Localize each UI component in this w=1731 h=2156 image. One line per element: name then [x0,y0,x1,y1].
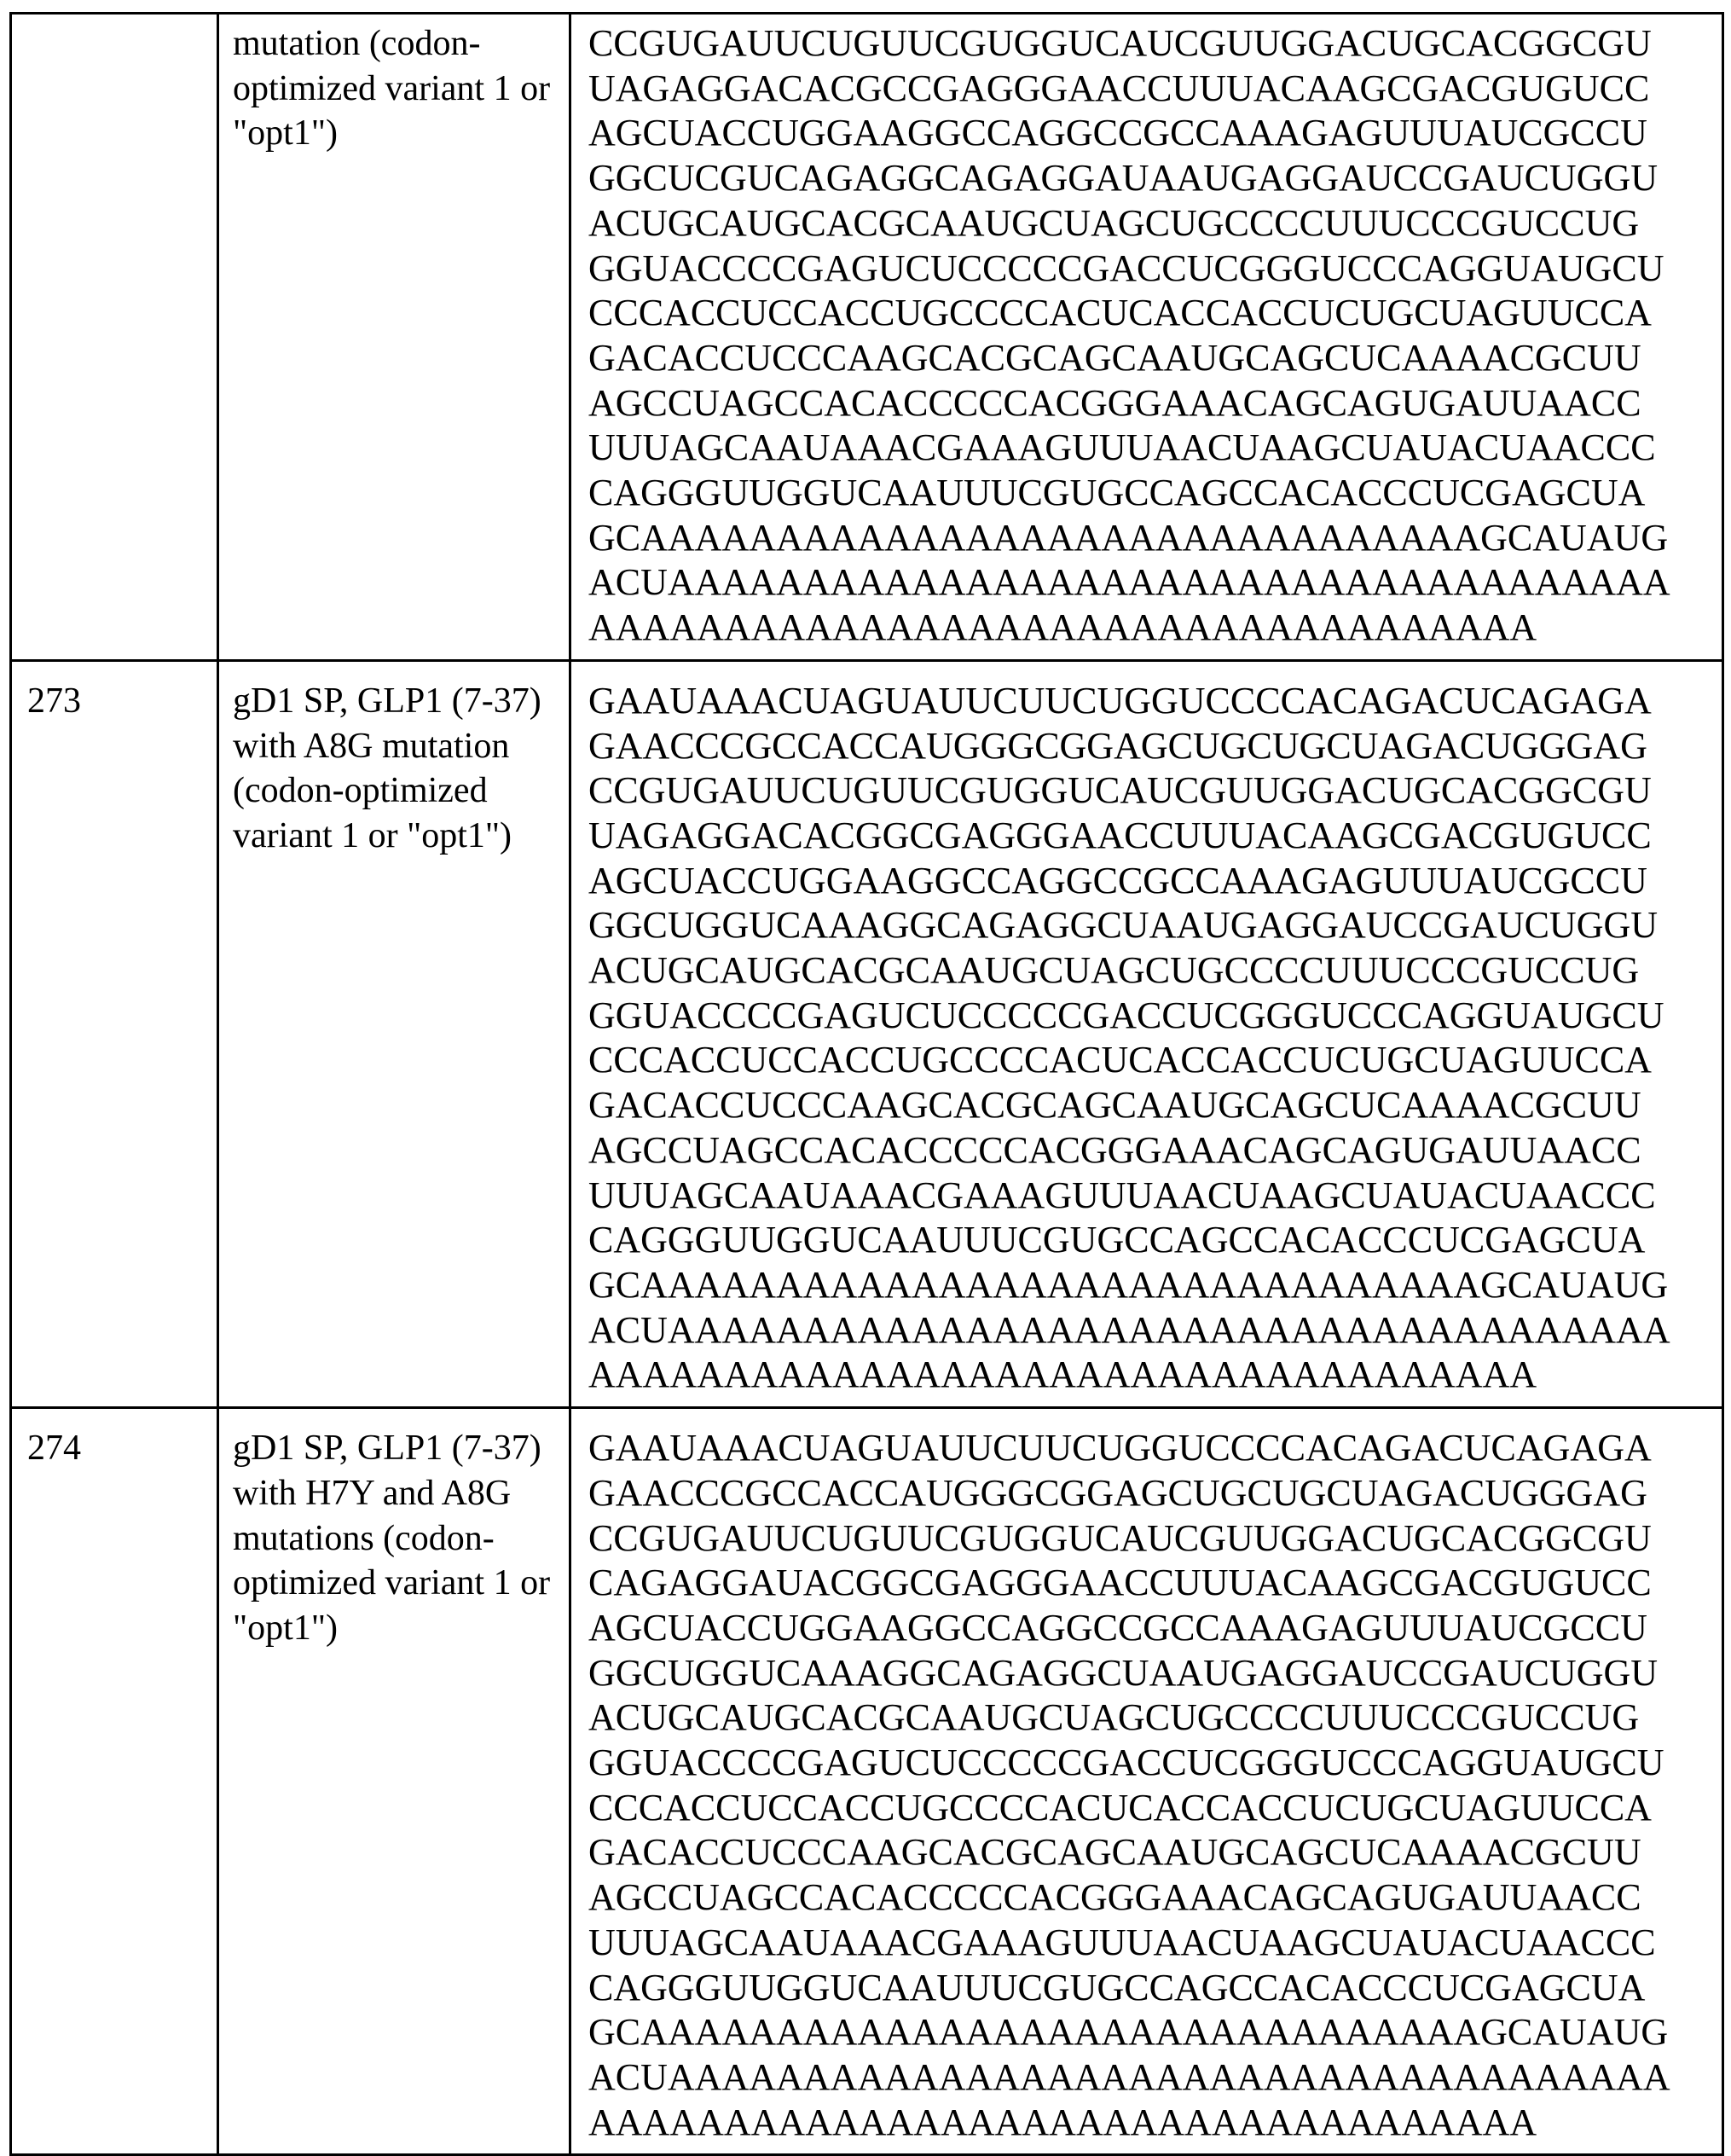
sequence-line: ACUGCAUGCACGCAAUGCUAGCUGCCCCUUUCCCGUCCUG [588,1695,1722,1741]
description-cell [218,14,570,661]
sequence [571,1409,1722,2153]
sequence-line: UUUAGCAAUAAACGAAAGUUUAACUAAGCUAUACUAACCC [588,1174,1722,1219]
sequence-line: UAGAGGACACGCCGAGGGAACCUUUACAAGCGACGUGUCC [588,67,1722,112]
sequence-line: GACACCUCCCAAGCACGCAGCAAUGCAGCUCAAAACGCUU [588,1083,1722,1128]
sequence-line: CAGAGGAUACGGCGAGGGAACCUUUACAAGCGACGUGUCC [588,1561,1722,1606]
sequence-line: CCGUGAUUCUGUUCGUGGUCAUCGUUGGACUGCACGGCGU [588,21,1722,67]
sequence-line: AGCCUAGCCACACCCCCACGGGAAACAGCAGUGAUUAACC [588,1128,1722,1174]
sequence-line: ACUAAAAAAAAAAAAAAAAAAAAAAAAAAAAAAAAAAAAA [588,560,1722,606]
description: gD1 SP, GLP1 (7-37) with A8G mutation (codon-optimized variant 1 or "opt1") [219,662,569,859]
sequence-line: GAACCCGCCACCAUGGGCGGAGCUGCUGCUAGACUGGGAG [588,724,1722,769]
sequence-line: AGCCUAGCCACACCCCCACGGGAAACAGCAGUGAUUAACC [588,1875,1722,1921]
sequence-line: AGCUACCUGGAAGGCCAGGCCGCCAAAGAGUUUAUCGCCU [588,111,1722,156]
sequence-table [9,12,1724,2156]
sequence-line: GGCUCGUCAGAGGCAGAGGAUAAUGAGGAUCCGAUCUGGU [588,156,1722,201]
table-row [11,14,1723,661]
sequence-cell [570,660,1723,1407]
sequence-line: UAGAGGACACGGCGAGGGAACCUUUACAAGCGACGUGUCC [588,814,1722,859]
sequence [571,14,1722,659]
sequence-line: GAAUAAACUAGUAUUCUUCUGGUCCCCACAGACUCAGAGA [588,1426,1722,1471]
sequence-line: ACUGCAUGCACGCAAUGCUAGCUGCCCCUUUCCCGUCCUG [588,948,1722,994]
sequence-line: GGUACCCCGAGUCUCCCCCGACCUCGGGUCCCAGGUAUGCU [588,994,1722,1039]
table-row [11,1408,1723,2155]
seq-id-cell [11,660,218,1407]
sequence-line: UUUAGCAAUAAACGAAAGUUUAACUAAGCUAUACUAACCC [588,1921,1722,1966]
sequence-cell [570,14,1723,661]
sequence-line: AGCUACCUGGAAGGCCAGGCCGCCAAAGAGUUUAUCGCCU [588,859,1722,904]
sequence-line: GGUACCCCGAGUCUCCCCCGACCUCGGGUCCCAGGUAUGCU [588,246,1722,292]
sequence-line: CCGUGAUUCUGUUCGUGGUCAUCGUUGGACUGCACGGCGU [588,1516,1722,1562]
sequence-line: CAGGGUUGGUCAAUUUCGUGCCAGCCACACCCUCGAGCUA [588,1966,1722,2011]
sequence-line: CCCACCUCCACCUGCCCCACUCACCACCUCUGCUAGUUCCA [588,1038,1722,1083]
sequence-line: GCAAAAAAAAAAAAAAAAAAAAAAAAAAAAAAAGCAUAUG [588,516,1722,561]
sequence-line: GAAUAAACUAGUAUUCUUCUGGUCCCCACAGACUCAGAGA [588,679,1722,724]
sequence-line: GGCUGGUCAAAGGCAGAGGCUAAUGAGGAUCCGAUCUGGU [588,903,1722,948]
sequence-line: ACUAAAAAAAAAAAAAAAAAAAAAAAAAAAAAAAAAAAAA [588,1308,1722,1353]
sequence-line: GGUACCCCGAGUCUCCCCCGACCUCGGGUCCCAGGUAUGCU [588,1741,1722,1786]
sequence-line: CAGGGUUGGUCAAUUUCGUGCCAGCCACACCCUCGAGCUA [588,471,1722,516]
sequence-line: UUUAGCAAUAAACGAAAGUUUAACUAAGCUAUACUAACCC [588,426,1722,471]
seq-id: 273 [12,662,217,724]
sequence-line: AAAAAAAAAAAAAAAAAAAAAAAAAAAAAAAAAAA [588,1353,1722,1398]
sequence-line: CCGUGAUUCUGUUCGUGGUCAUCGUUGGACUGCACGGCGU [588,768,1722,814]
sequence-line: AAAAAAAAAAAAAAAAAAAAAAAAAAAAAAAAAAA [588,2101,1722,2146]
sequence-line: ACUAAAAAAAAAAAAAAAAAAAAAAAAAAAAAAAAAAAAA [588,2055,1722,2101]
sequence [571,662,1722,1406]
sequence-line: GGCUGGUCAAAGGCAGAGGCUAAUGAGGAUCCGAUCUGGU [588,1651,1722,1696]
description: gD1 SP, GLP1 (7-37) with H7Y and A8G mutations (codon-optimized variant 1 or "opt1") [219,1409,569,1651]
sequence-cell [570,1408,1723,2155]
seq-id [12,14,217,32]
sequence-line: GCAAAAAAAAAAAAAAAAAAAAAAAAAAAAAAAGCAUAUG [588,1263,1722,1308]
sequence-line: GACACCUCCCAAGCACGCAGCAAUGCAGCUCAAAACGCUU [588,336,1722,381]
sequence-line: AGCCUAGCCACACCCCCACGGGAAACAGCAGUGAUUAACC [588,381,1722,426]
seq-id-cell [11,14,218,661]
seq-id-cell [11,1408,218,2155]
sequence-line: GACACCUCCCAAGCACGCAGCAAUGCAGCUCAAAACGCUU [588,1830,1722,1875]
table-row [11,660,1723,1407]
sequence-line: CCCACCUCCACCUGCCCCACUCACCACCUCUGCUAGUUCCA [588,291,1722,336]
sequence-line: ACUGCAUGCACGCAAUGCUAGCUGCCCCUUUCCCGUCCUG [588,201,1722,246]
sequence-line: GCAAAAAAAAAAAAAAAAAAAAAAAAAAAAAAAGCAUAUG [588,2010,1722,2055]
seq-id: 274 [12,1409,217,1471]
sequence-line: AGCUACCUGGAAGGCCAGGCCGCCAAAGAGUUUAUCGCCU [588,1606,1722,1651]
sequence-line: CAGGGUUGGUCAAUUUCGUGCCAGCCACACCCUCGAGCUA [588,1218,1722,1263]
sequence-line: CCCACCUCCACCUGCCCCACUCACCACCUCUGCUAGUUCCA [588,1786,1722,1831]
sequence-line: AAAAAAAAAAAAAAAAAAAAAAAAAAAAAAAAAAA [588,606,1722,651]
description-cell [218,1408,570,2155]
description: mutation (codon-optimized variant 1 or "opt1") [219,14,569,156]
sequence-line: GAACCCGCCACCAUGGGCGGAGCUGCUGCUAGACUGGGAG [588,1471,1722,1516]
description-cell [218,660,570,1407]
